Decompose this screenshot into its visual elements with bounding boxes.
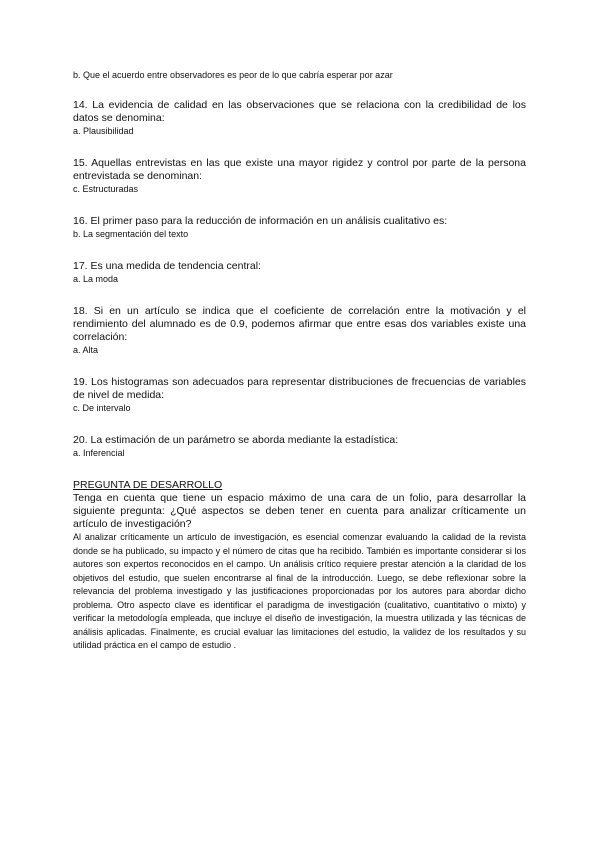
question-text: 15. Aquellas entrevistas en las que existe una mayor rigidez y control por parte de la persona entrevistada se denominan: bbox=[73, 157, 526, 182]
question-block bbox=[73, 376, 526, 415]
question-block bbox=[73, 99, 526, 138]
question-text: 18. Si en un artículo se indica que el coeficiente de correlación entre la motivación y el rendimiento del alumnado es de 0.9, podemos afirmar que entre esas dos variables existe una correlación: bbox=[73, 305, 526, 343]
question-text: 19. Los histogramas son adecuados para representar distribuciones de frecuencias de variables de nivel de medida: bbox=[73, 376, 526, 401]
document-content bbox=[73, 69, 526, 653]
answer-text: c. Estructuradas bbox=[73, 184, 139, 194]
answer-text: a. Plausibilidad bbox=[73, 126, 134, 136]
development-prompt: Tenga en cuenta que tiene un espacio máximo de una cara de un folio, para desarrollar la siguiente pregunta: ¿Qué aspectos se deben tener en cuenta para analizar críticamente un artículo de investigación? bbox=[73, 492, 526, 530]
previous-answer: b. Que el acuerdo entre observadores es peor de lo que cabría esperar por azar bbox=[73, 70, 393, 80]
answer-text: a. Inferencial bbox=[73, 448, 125, 458]
question-block bbox=[73, 260, 526, 286]
question-text: 16. El primer paso para la reducción de información en un análisis cualitativo es: bbox=[73, 215, 448, 227]
answer-text: a. Alta bbox=[73, 345, 99, 355]
question-text: 20. La estimación de un parámetro se aborda mediante la estadística: bbox=[73, 434, 399, 446]
development-title: PREGUNTA DE DESARROLLO bbox=[73, 479, 223, 491]
development-answer: Al analizar críticamente un artículo de investigación, es esencial comenzar evaluando la calidad de la revista donde se ha publicado, su impacto y el número de citas que ha recibido. También es importante considerar si los autores son expertos reconocidos en el campo. Un análisis crítico requiere prestar atención a la claridad de los objetivos del estudio, que suelen encontrarse al final de la introducción. Luego, se debe reflexionar sobre la relevancia del problema investigado y las justificaciones proporcionadas por los autores para abordar dicho problema. Otro aspecto clave es identificar el paradigma de investigación (cualitativo, cuantitativo o mixto) y verificar la metodología empleada, que incluye el diseño de investigación, la muestra utilizada y las técnicas de análisis aplicadas. Finalmente, es crucial evaluar las limitaciones del estudio, la validez de los resultados y su utilidad práctica en el campo de estudio . bbox=[73, 532, 526, 650]
question-text: 17. Es una medida de tendencia central: bbox=[73, 260, 261, 272]
question-block bbox=[73, 434, 526, 460]
question-block bbox=[73, 305, 526, 357]
question-text: 14. La evidencia de calidad en las observaciones que se relaciona con la credibilidad de los datos se denomina: bbox=[73, 99, 526, 124]
development-section bbox=[73, 479, 526, 653]
answer-text: b. La segmentación del texto bbox=[73, 229, 189, 239]
answer-text: c. De intervalo bbox=[73, 403, 131, 413]
question-block bbox=[73, 157, 526, 196]
question-block bbox=[73, 215, 526, 241]
answer-text: a. La moda bbox=[73, 274, 119, 284]
